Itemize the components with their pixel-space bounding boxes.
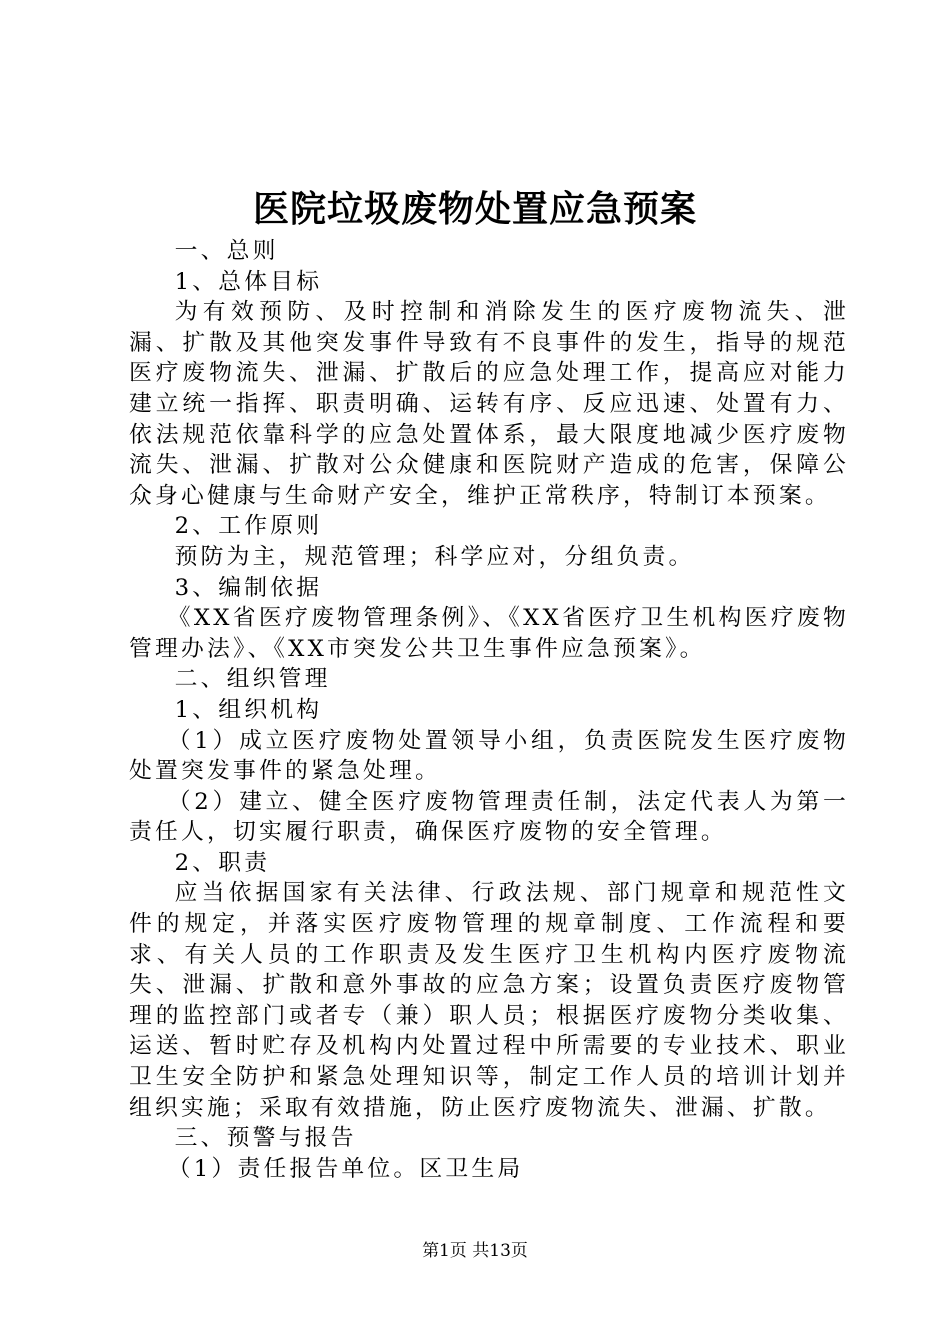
subsection-heading: 2、职责 bbox=[174, 849, 271, 876]
body-paragraph: （1）责任报告单位。区卫生局 bbox=[167, 1155, 524, 1182]
body-paragraph: 应当依据国家有关法律、行政法规、部门规章和规范性文件的规定，并落实医疗废物管理的规章制度、工作流程和要求、有关人员的工作职责及发生医疗卫生机构内医疗废物流失、泄漏、扩散和意外事故的应急方案；设置负责医疗废物管理的监控部门或者专（兼）职人员；根据医疗废物分类收集、运送、暂时贮存及机构内处置过程中所需要的专业技术、职业卫生安全防护和紧急处理知识等，制定工作人员的培训计划并组织实施；采取有效措施，防止医疗废物流失、泄漏、扩散。 bbox=[129, 880, 849, 1121]
body-paragraph: （1）成立医疗废物处置领导小组，负责医院发生医疗废物处置突发事件的紧急处理。 bbox=[129, 727, 849, 785]
section-heading: 二、组织管理 bbox=[174, 666, 331, 693]
body-paragraph: （2）建立、健全医疗废物管理责任制，法定代表人为第一责任人，切实履行职责，确保医疗废物的安全管理。 bbox=[129, 788, 849, 846]
page-footer: 第1页 共13页 bbox=[422, 1241, 528, 1261]
subsection-heading: 1、组织机构 bbox=[174, 696, 323, 723]
section-heading: 一、总则 bbox=[174, 238, 279, 264]
subsection-heading: 2、工作原则 bbox=[174, 513, 323, 540]
subsection-heading: 1、总体目标 bbox=[174, 268, 323, 295]
body-paragraph: 《XX省医疗废物管理条例》、《XX省医疗卫生机构医疗废物管理办法》、《XX市突发公共卫生事件应急预案》。 bbox=[129, 605, 849, 662]
body-paragraph: 预防为主，规范管理；科学应对，分组负责。 bbox=[174, 543, 695, 570]
body-paragraph: 为有效预防、及时控制和消除发生的医疗废物流失、泄漏、扩散及其他突发事件导致有不良事件的发生，指导的规范医疗废物流失、泄漏、扩散后的应急处理工作，提高应对能力建立统一指挥、职责明确、运转有序、反应迅速、处置有力、依法规范依靠科学的应急处置体系，最大限度地减少医疗废物流失、泄漏、扩散对公众健康和医院财产造成的危害，保障公众身心健康与生命财产安全，维护正常秩序，特制订本预案。 bbox=[129, 299, 849, 509]
section-heading: 三、预警与报告 bbox=[174, 1125, 357, 1152]
document-title: 医院垃圾废物处置应急预案 bbox=[252, 188, 697, 230]
document-body bbox=[129, 236, 849, 1184]
subsection-heading: 3、编制依据 bbox=[174, 574, 323, 601]
